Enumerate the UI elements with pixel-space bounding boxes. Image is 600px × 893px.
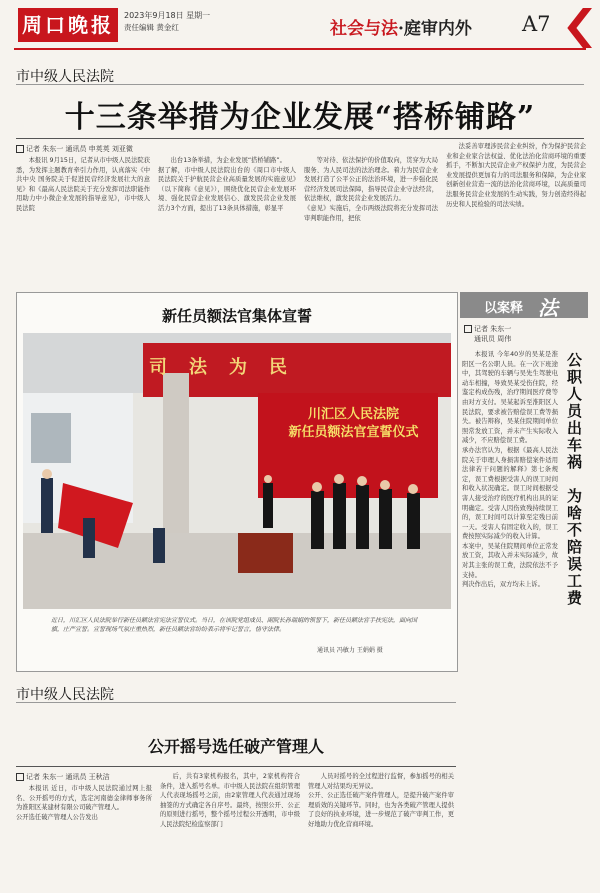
square-icon [464, 325, 472, 333]
article1-text: 法妥善审理涉民营企业纠纷，作为保护民营企业和企业家合法权益、优化法治化营商环境的重要抓手，不断加大民营企业产权保护力度，为民营企业发展提供更加有力的司法服务和保障，为企业家创新创业营造一流的法治化营商环境，以高质量司法服务民营企业发展的生动实践，努力创造经得起历史和人民检验的司法实绩。 [446, 143, 586, 208]
banner-line-1: 川汇区人民法院 [307, 407, 399, 422]
sidebar-case [460, 292, 588, 838]
article1-column-1 [16, 156, 150, 268]
article2-kicker: 市中级人民法院 [16, 686, 114, 702]
divider [16, 138, 584, 139]
page-number: A7 [522, 12, 551, 36]
article1-byline [16, 144, 133, 154]
article2-text: 本报讯 近日，市中级人民法院通过网上报名、公开摇号的方式，选定河南德金律师事务所为淮阳区某建材有限公司破产管理人。 公开选任破产管理人公告发出 [16, 785, 152, 821]
article1-column-4 [446, 142, 586, 284]
article1-column-3 [304, 156, 438, 284]
article1-column-2 [158, 156, 296, 268]
sidebar-title-1: 公职人员出车祸 [565, 352, 583, 471]
photo-credit: 通讯员 冯敏力 王娟娟 摄 [317, 647, 383, 654]
sidebar-title-2: 为啥不陪误工费 [565, 488, 583, 607]
editor-credit: 责任编辑 黄金红 [124, 23, 179, 32]
section-title [330, 14, 472, 39]
tag-char: 法 [538, 296, 558, 320]
byline-text: 记者 朱东一 通讯员 王秋洁 [26, 773, 110, 781]
section-main: 社会与法 [330, 19, 398, 39]
banner-line-2: 新任员额法官宣誓仪式 [288, 425, 419, 440]
article1-headline: 十三条举措为企业发展“搭桥铺路” [64, 100, 536, 135]
article2-column-1 [16, 784, 152, 880]
article2-text: 人员对摇号的全过程进行监督，参加摇号的相关管理人对结果均无异议。 公开、公正选任破产案件管理人，是提升破产案件审理质效的关键环节。同时，也为各类破产管理人提供了良好的执业环境，进一步规范了破产审判工作，更好地助力优化营商环境。 [308, 773, 454, 828]
photo-title: 新任员额法官集体宣誓 [161, 307, 312, 325]
divider [16, 702, 456, 703]
sidebar-byline-2: 通讯员 周伟 [474, 335, 512, 343]
byline-text: 记者 朱东一 通讯员 申英英 刘亚微 [26, 145, 133, 153]
article2-byline [16, 772, 110, 782]
square-icon [16, 773, 24, 781]
wall-sign: 司法为民 [149, 357, 309, 378]
article2-column-3 [308, 772, 454, 880]
sidebar-body [462, 350, 558, 834]
section-sub: ·庭审内外 [398, 19, 472, 39]
byline-text: 记者 朱东一 [474, 325, 512, 333]
newspaper-logo: 周口晚报 [18, 8, 118, 42]
photo-caption: 近日，川汇区人民法院举行新任员额法官宪法宣誓仪式。当日，在该院党组成员、副院长孙瑞娟的领誓下，新任员额法官手扶宪法，面向国旗，庄严宣誓。宣誓现场气氛庄重热烈，新任员额法官纷纷表示将牢记誓言，恪守法律。 [51, 617, 418, 633]
column-tag [460, 292, 588, 318]
article2-column-2 [160, 772, 300, 880]
article1-text: 出台13条举措，为企业发展“搭桥铺路”。 据了解，市中级人民法院出台的《周口市中级人民法院关于护航民营企业高质量发展的实施意见》（以下简称《意见》），围绕优化民营企业发展环境、强化民营企业发展信心、激发民营企业发展活力3个方面，提出了13条具体措施，彰显平 [158, 157, 296, 212]
article2-headline: 公开摇号选任破产管理人 [147, 737, 324, 756]
photo-feature [16, 292, 458, 672]
article1-text: 等对待、依法保护的价值取向，贯穿为大局服务、为人民司法的法治理念。着力为民营企业发展打造了公平公正的法治环境，进一步强化民营经济发展司法保障，指导民营企业守法经营，依法维权，激发民营企业发展活力。 《意见》实施后，全市两级法院将充分发挥司法审判职能作用，把依 [304, 157, 438, 222]
tag-text: 以案释 [484, 301, 524, 316]
masthead-rule [14, 48, 586, 50]
article1-text: 本报讯 9月15日，记者从市中级人民法院获悉，为发挥主题教育牵引力作用，认真落实《中共中央 国务院关于促进民营经济发展壮大的意见》和《最高人民法院关于充分发挥司法职能作用助力中小微企业发展的指导意见》，市中级人民法院 [16, 157, 150, 212]
article1-kicker: 市中级人民法院 [16, 68, 114, 84]
photo-banner [266, 406, 441, 442]
masthead [0, 0, 600, 62]
divider [16, 84, 584, 85]
divider [16, 766, 456, 767]
sidebar-byline-1 [464, 324, 511, 334]
article2-text: 后，共有3家机构报名，其中，2家机构符合条件，进入摇号名单。市中级人民法院在组织管理人代表现场摇号之前，由2家管理人代表通过现场抽签的方式确定各自序号。最终，按照公开、公正的原则进行摇号，整个摇号过程公开透明，市中级人民法院纪检监察部门 [160, 773, 300, 828]
ceremony-photo [23, 333, 451, 609]
chevron-left-icon [566, 8, 592, 48]
issue-date: 2023年9月18日 星期一 [124, 11, 211, 20]
square-icon [16, 145, 24, 153]
sidebar-text: 本报讯 今年40岁的吴某是淮阳区一名公职人员。在一次下班途中，其驾驶的车辆与吴先生驾驶电动车相撞，导致吴某受伤住院，经鉴定构成伤残，治疗期间医疗费等由对方支付。吴某起诉至淮阳区人民法院，要求被告赔偿误工费等损失。被告辩称，吴某住院期间单位照常发放工资，并未产生实际收入减少，不应赔偿误工费。 承办法官认为，根据《最高人民法院关于审理人身损害赔偿案件适用法律若干问题的解释》第七条规定，误工费根据受害人的误工时间和收入状况确定。误工时间根据受害人接受治疗的医疗机构出具的证明确定。受害人因伤致残持续误工的，误工时间可以计算至定残日前一天。受害人有固定收入的，误工费按照实际减少的收入计算。 本案中，吴某住院期间单位正常发放工资，其收入并未实际减少，故对其主张的误工费，法院依法不予支持。 判决作出后，双方均未上诉。 [462, 351, 558, 589]
